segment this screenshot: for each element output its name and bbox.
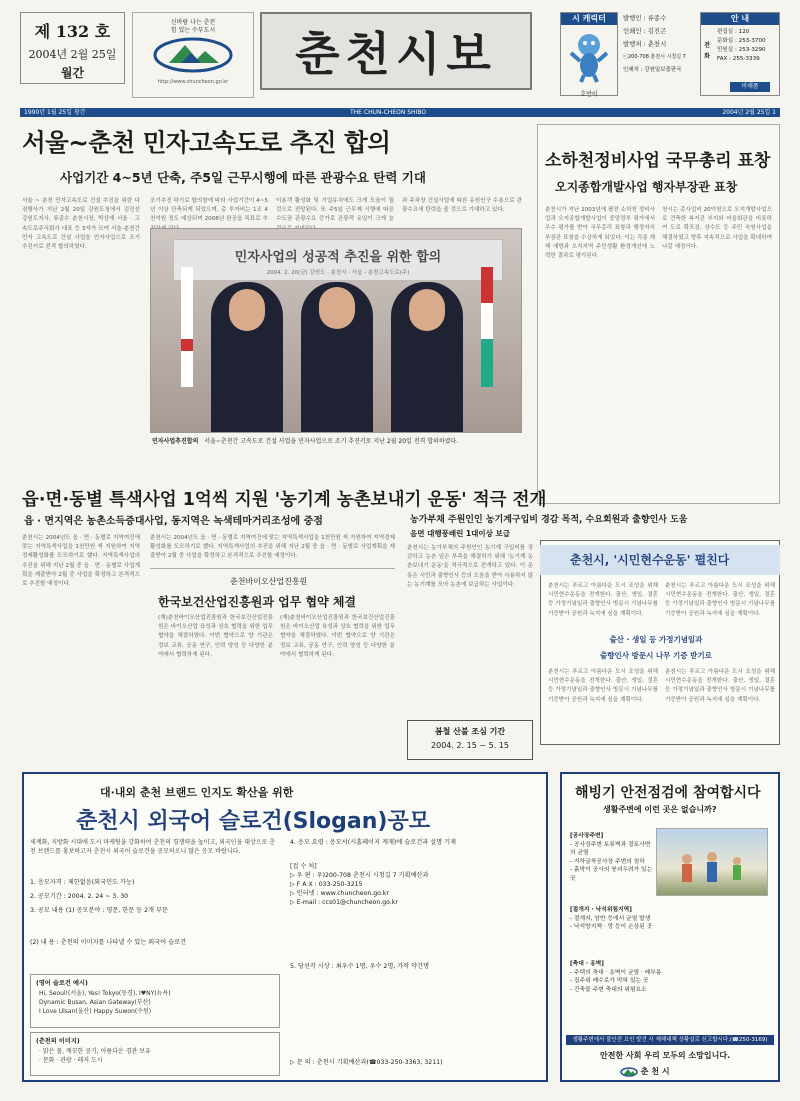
section-title: [절개지 · 낙석위험지역] bbox=[570, 907, 632, 913]
ad-item: 3. 공모 내용 (1) 공모분야 : 영문, 한문 등 2개 부문 bbox=[30, 907, 168, 914]
section-title: [축대 · 옹벽] bbox=[570, 961, 604, 967]
section-line: - 지하굴착공사장 주변의 침하 bbox=[570, 858, 645, 865]
special-project-text: 춘천시는 2004년도 읍 · 면 · 동별로 지역여건에 맞는 지역특색사업을 1천만원 씩 지원하여 지역경제활성화를 도모하기로 했다. 지역특색사업의 추진을 위해 지난 2월 중 읍 · 면 · 동별로 사업계획을 제출받아 2월 중 사업을 확정하고 본격적으로 추진할 예정이다. bbox=[22, 535, 140, 588]
civic-text-1: 춘천시는 푸르고 아름다운 도시 조성을 위해 시민현수운동을 전개한다. 출산, 생일, 결혼 등 가정기념일과 출향인사 방문시 기념나무를 기증받아 공원과 녹지에 심을 계획이다. bbox=[548, 583, 658, 617]
section-line: - 집주위 배수로가 막혀 있는 곳 bbox=[570, 978, 649, 984]
fire-caution-period: 2004. 2. 15 ~ 5. 15 bbox=[431, 741, 509, 750]
section-line: - 절개지, 암반 등에서 균열 발생 bbox=[570, 915, 651, 922]
city-image-line: · 문화 · 관광 · 레저 도시 bbox=[39, 1057, 103, 1064]
section-title: [공사장주변] bbox=[570, 833, 604, 839]
city-slogan: 신바람 나는 춘천 힘 있는 수부도시 bbox=[170, 19, 216, 34]
city-logo-icon bbox=[620, 1067, 638, 1077]
contact-side-label bbox=[701, 40, 713, 62]
example-line: Dynamic Busan, Asian Gateway(부산) bbox=[39, 999, 151, 1006]
safety-illustration bbox=[656, 828, 768, 896]
right-top-headline: 소하천정비사업 국무총리 표창 bbox=[545, 151, 771, 171]
slogan-ad-title: 춘천시 외국어 슬로건(Slogan)공모 bbox=[76, 809, 430, 834]
price-tag: 비매품 bbox=[730, 82, 770, 92]
lead-column-3: 이용객 활성화 및 기업유치에도 크게 도움이 될 것으로 전망된다. 또 주5일 근무제 시행에 따른 수도권 관광수요 증가로 관광객 유입이 크게 늘 bbox=[276, 198, 394, 223]
masthead-title: 춘천시보 bbox=[295, 27, 497, 81]
bio-kicker: 춘천바이오산업진흥원 bbox=[230, 577, 308, 586]
header-rule-bar bbox=[20, 108, 780, 117]
signing-photo bbox=[150, 228, 522, 433]
publishing-office-line: 발행처 : 춘천시 bbox=[623, 40, 667, 48]
farm-machine-line: 음면 대행풍배린 1대이상 보급 bbox=[410, 529, 510, 538]
issue-date: 2004년 2월 25일 bbox=[28, 48, 117, 61]
mascot-title: 시 캐릭터 bbox=[561, 13, 617, 25]
photo-caption bbox=[152, 436, 522, 445]
slogan-examples-box bbox=[30, 974, 280, 1028]
city-image-body bbox=[39, 1047, 279, 1065]
submission-line[interactable]: ▷ 인터넷 : www.chuncheon.go.kr bbox=[290, 890, 389, 897]
city-image-line: · 맑은 물, 깨끗한 공기, 아름다운 경관 보유 bbox=[39, 1048, 151, 1055]
civic-text-4: 춘천시는 푸르고 아름다운 도시 조성을 위해 시민현수운동을 전개한다. 출산, 생일, 결혼 등 가정기념일과 출향인사 방문시 기념나무를 기증받아 공원과 녹지에 심을 계획이다. bbox=[665, 669, 775, 703]
special-project-text-2: 춘천시는 2004년도 읍 · 면 · 동별로 지역여건에 맞는 지역특색사업을 1천만원 씩 지원하여 지역경제활성화를 도모하기로 했다. 지역특색사업의 추진을 위해 지난 2월 중 읍 · 면 · 동별로 사업계획을 제출받아 2월 중 사업을 확정하고 본격적으로 추진할 예정이다. bbox=[150, 535, 395, 560]
section-line: - 흙막이 공사의 붕괴우려가 있는 곳 bbox=[570, 867, 653, 882]
fire-caution-title: 봄철 산불 조심 기간 bbox=[434, 727, 506, 736]
farm-machine-text: 춘천시는 농가부채의 주원인인 농기계 구입비를 경감하고 농촌 일손 부족을 해결하기 위해 '농기계 농촌보내기 운동'을 적극적으로 전개하고 있다. 이 운동은 시민과 출향인사 등의 도움을 받아 사용하지 않는 농기계를 모아 농촌에 보급하는 사업이다. bbox=[407, 545, 533, 588]
flag-icon bbox=[181, 267, 193, 387]
photo-caption-text: 서울~춘천간 고속도로 건설 사업을 민자사업으로 조기 추진키로 지난 2월 20일 전격 합의하였다. bbox=[204, 438, 459, 445]
masthead bbox=[260, 12, 532, 90]
contact-line: 편집실 : 120 bbox=[717, 29, 750, 35]
photo-caption-title: 민자사업추진합의 bbox=[152, 438, 199, 445]
retaining-wall-section bbox=[570, 960, 770, 994]
slogan-ad-kicker: 대·내외 춘천 브랜드 인지도 확산을 위한 bbox=[100, 786, 294, 799]
banner-main-text: 민자사업의 성공적 추진을 위한 합의 bbox=[234, 250, 442, 265]
ad-item: (2) 내 용 : 춘천의 이미지를 나타낼 수 있는 외국어 슬로건 bbox=[30, 939, 187, 946]
civic-text-3: 춘천시는 푸르고 아름다운 도시 조성을 위해 시민현수운동을 전개한다. 출산, 생일, 결혼 등 가정기념일과 출향인사 방문시 기념나무를 기증받아 공원과 녹지에 심을 계획이다. bbox=[548, 669, 658, 703]
lead-headline: 서울~춘천 민자고속도로 추진 합의 bbox=[22, 128, 391, 157]
submission-info bbox=[290, 862, 540, 907]
fire-caution-box bbox=[407, 720, 533, 760]
section-line: - 건축물 주변 축대의 위험요소 bbox=[570, 986, 647, 993]
civic-headline: 춘천시, '시민현수운동' 펼친다 bbox=[570, 553, 730, 567]
contact-line: 문화실 : 253-3700 bbox=[717, 38, 766, 44]
english-title: THE CHUN-CHEON SHIBO bbox=[350, 109, 427, 116]
city-image-title: (춘천의 이미지) bbox=[36, 1038, 80, 1045]
bio-headline: 한국보건산업진흥원과 업무 협약 체결 bbox=[158, 595, 357, 609]
issue-number: 제 132 호 bbox=[34, 22, 111, 41]
city-mountain-logo-icon bbox=[153, 37, 233, 73]
ad-inquiry: ▷ 문 의 : 춘천시 기획예산과(☎033-250-3363, 3211) bbox=[290, 1059, 443, 1066]
printer-line: 인쇄인 : 김진곤 bbox=[623, 27, 667, 35]
ad-item: 4. 응모 요령 : 응모서(시홈페이지 게재)에 슬로건과 설명 기재 bbox=[290, 839, 457, 846]
slogan-ad-intro: 세계화, 지방화 시대에 도시 마케팅을 강화하여 춘천의 경쟁력을 높이고, 외국인을 대상으로 춘천 브랜드를 홍보하고자 춘천시 외국어 슬로건을 공모하오니 많은 응모 바랍니다. bbox=[30, 839, 276, 855]
ad-item: 2. 공모기간 : 2004. 2. 24 ~ 3. 30 bbox=[30, 893, 129, 900]
section-line: - 공사장주변 토류벽과 절토사면의 균열 bbox=[570, 841, 651, 856]
ad-item: 1. 응모자격 : 제한없음(외국인도 가능) bbox=[30, 879, 135, 886]
lead-column-2: 조기추진 하기로 합의함에 따라 사업기간이 4~5년 이상 단축되게 되었으며, 총 투자비는 1조 4천억원 정도 예상되며 2008년 완공을 목표로 추 bbox=[150, 198, 268, 223]
city-logo-box bbox=[132, 12, 254, 98]
contact-line: FAX : 255-3339 bbox=[717, 56, 760, 62]
civic-highlight-line: 출산 · 생일 등 가정기념일과 bbox=[609, 635, 703, 644]
person-face bbox=[229, 289, 265, 331]
city-signature bbox=[620, 1066, 670, 1077]
mascot-character-icon bbox=[566, 27, 612, 83]
mid-subhead: 읍 · 면지역은 농촌소득증대사업, 동지역은 녹색테마거리조성에 중점 bbox=[24, 516, 323, 527]
ceremony-banner bbox=[173, 239, 503, 281]
person-face bbox=[319, 287, 355, 329]
lead-subhead: 사업기간 4~5년 단축, 주5일 근무시행에 따른 관광수요 탄력 기대 bbox=[60, 170, 426, 185]
person-face bbox=[409, 289, 445, 331]
right-top-column-1: 춘천시가 지난 2003년에 펼친 소하천 정비사업과 오지종합개발사업이 중앙정부 평가에서 우수 평가를 받아 국무총리 표창과 행정자치부장관 표창을 수상하게 되었다. 이는 각종 재해 예방과 오지지역 주민생활 환경개선에 노력한 결과로 평가된다. bbox=[545, 207, 655, 260]
construction-site-section bbox=[570, 832, 654, 883]
right-top-subhead: 오지종합개발사업 행자부장관 표창 bbox=[555, 180, 738, 194]
examples-body bbox=[39, 989, 279, 1016]
publisher-line: 발행인 : 류종수 bbox=[623, 14, 667, 22]
city-name: 춘 천 시 bbox=[640, 1067, 670, 1076]
mascot-name: 호반이 bbox=[580, 91, 598, 98]
civic-text-2: 춘천시는 푸르고 아름다운 도시 조성을 위해 시민현수운동을 전개한다. 출산, 생일, 결혼 등 가정기념일과 출향인사 방문시 기념나무를 기증받아 공원과 녹지에 심을 계획이다. bbox=[665, 583, 775, 617]
section-line: - 주택의 축대 · 옹벽이 균열 · 배부름 bbox=[570, 969, 662, 976]
safety-slogan: 안전한 사회 우리 모두의 소망입니다. bbox=[600, 1051, 731, 1060]
example-line: Hi, Seoul!(서울), Yes! Tokyo(동경), I♥NY(뉴욕) bbox=[39, 990, 171, 997]
bio-text-2: (재)춘천바이오산업진흥원과 한국보건산업진흥원은 바이오산업 육성과 상호 협력을 위한 업무 협약을 체결하였다. 이번 협약으로 양 기관은 정보 교류, 공동 연구, 인력 양성 등 다양한 분야에서 협력하게 된다. bbox=[280, 615, 395, 658]
mascot-box bbox=[560, 12, 618, 96]
city-image-box bbox=[30, 1032, 280, 1076]
lead-column-1: 서울 ~ 춘천 민자고속도로 건설 추진을 위한 다짐행사가 지난 2월 20일 강원도청에서 김진선 강원도지사, 류종수 춘천시장, 박상재 서울 · 고속도로주식회사 대표 등 3자가 모여 서울-춘천간 민자 고속도로 건설 사업을 민자사업으로 조기 추진키로 전격 합의하였다. bbox=[22, 198, 140, 251]
ad-item: 5. 당선작 시상 : 최우수 1명, 우수 2명, 가작 약간명 bbox=[290, 963, 430, 970]
submission-line[interactable]: ▷ E-mail : ccs01@chuncheon.go.kr bbox=[290, 899, 398, 906]
issue-frequency: 월간 bbox=[60, 66, 85, 80]
mid-headline: 읍·면·동별 특색사업 1억씩 지원 '농기계 농촌보내기 운동' 적극 전개 bbox=[22, 490, 547, 510]
section-line: - 낙석방지책 · 망 등이 손상된 곳 bbox=[570, 924, 653, 930]
contact-line: 민원실 : 253-3290 bbox=[717, 47, 766, 53]
submission-line: ▷ 우 편 : 우)200-708 춘천시 시청길 7 기획예산과 bbox=[290, 872, 429, 879]
farm-machine-subhead: 농가부채 주원인인 농기계구입비 경감 목적, 수요회원과 출향인사 도움 bbox=[410, 515, 688, 525]
right-top-column-2: 천시는 총사업비 20억원으로 오지개발사업으로 건축한 복지관 부지와 마을회관을 비롯하여 도로 확포장, 상수도 등 주민 숙원사업을 해결하였고 향후 지속적으로 사업을 확대하여 나갈 예정이다. bbox=[662, 207, 772, 250]
contact-title: 안 내 bbox=[701, 13, 779, 25]
civic-highlight-line: 출향인사 방문시 나무 기증 받기로 bbox=[600, 651, 712, 660]
report-notice-bar: 생활주변에서 불안전 요인 발견 시 재해대책 상황실로 신고합시다.(☎250-3169) bbox=[566, 1035, 774, 1045]
contact-side-char: 화 bbox=[704, 53, 710, 60]
city-url[interactable]: http://www.chuncheon.go.kr bbox=[157, 79, 229, 85]
example-line: I Love Ulsan(울산) Happy Suwon(수원) bbox=[39, 1008, 152, 1015]
people-illustration-icon bbox=[657, 829, 767, 895]
examples-title: (영어 슬로건 예시) bbox=[36, 980, 88, 987]
submission-line: ▷ F A X : 033-250-3215 bbox=[290, 881, 363, 888]
lead-column-4: 과 주차장 건설사업에 따른 유원인구 수용으로 관광수요에 탄력을 줄 것으로 기대하고 있다. bbox=[402, 198, 522, 214]
submission-line: [접 수 처] bbox=[290, 863, 317, 870]
banner-sub-text: 2004. 2. 20(금) 강원도 · 춘천시 · 서울 - 춘천고속도로(주) bbox=[266, 270, 410, 276]
bio-text-1: (재)춘천바이오산업진흥원과 한국보건산업진흥원은 바이오산업 육성과 상호 협력을 위한 업무 협약을 체결하였다. 이번 협약으로 양 기관은 정보 교류, 공동 연구, 인력 양성 등 다양한 분야에서 협력하게 된다. bbox=[158, 615, 273, 658]
publisher-info bbox=[620, 12, 698, 96]
founded-date: 1990년 1월 25일 창간 bbox=[24, 109, 86, 116]
thaw-safety-subhead: 생활주변에 이런 곳은 없습니까? bbox=[603, 805, 717, 814]
print-office-line: 인쇄처 : 강원일보출판국 bbox=[623, 67, 682, 73]
page-date: 2004년 2월 25일 1 bbox=[722, 109, 776, 116]
civic-highlight bbox=[600, 632, 712, 664]
cut-slope-section bbox=[570, 906, 770, 932]
thaw-safety-headline: 해빙기 안전점검에 참여합시다 bbox=[575, 785, 761, 801]
flag-icon bbox=[481, 267, 493, 387]
contact-side-char: 전 bbox=[704, 42, 710, 49]
address-line: ⓒ200-708 춘천시 시청길 7 bbox=[623, 54, 686, 60]
issue-info-box bbox=[20, 12, 125, 84]
